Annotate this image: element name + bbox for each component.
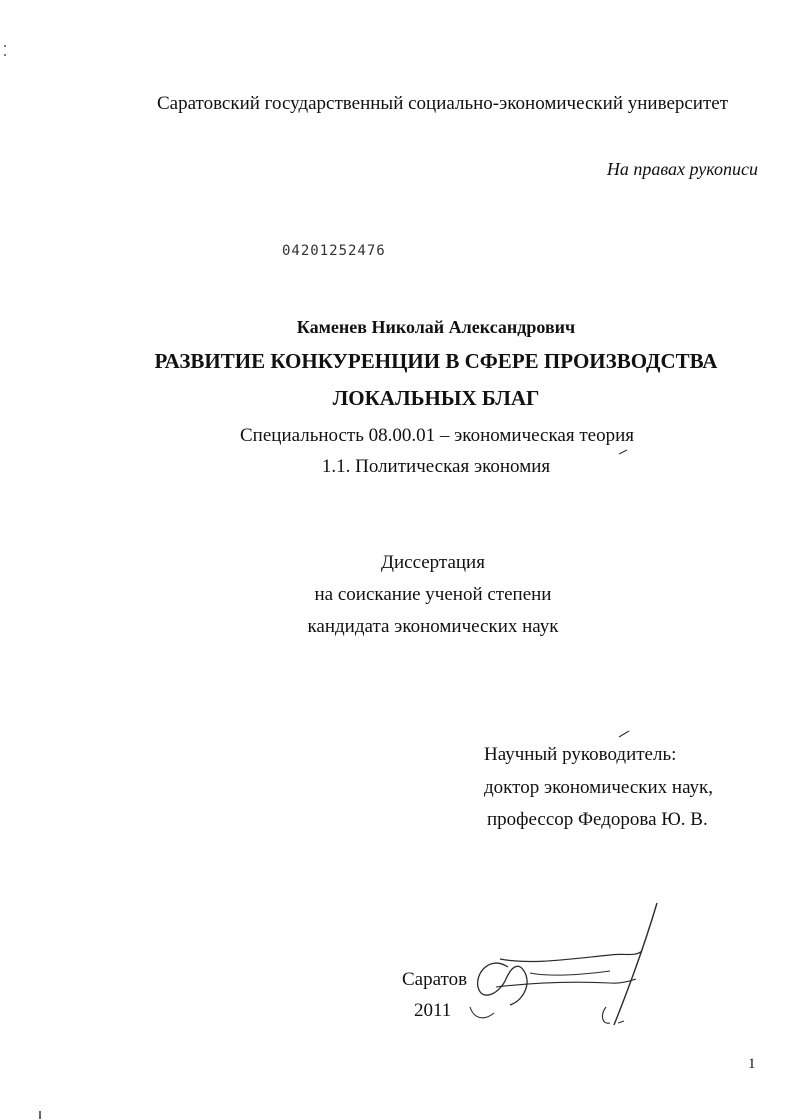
- subspecialty: 1.1. Политическая экономия: [321, 456, 551, 477]
- registration-number: 04201252476: [282, 243, 386, 259]
- specialty: Специальность 08.00.01 – экономическая теория: [240, 425, 634, 446]
- pen-mark-icon: [618, 449, 628, 455]
- pen-mark-icon: [36, 1110, 44, 1120]
- manuscript-note: На правах рукописи: [606, 159, 758, 179]
- degree-line-2: кандидата экономических наук: [307, 616, 559, 637]
- author-name: Каменев Николай Александрович: [296, 317, 576, 337]
- dissertation-type: Диссертация: [381, 552, 485, 573]
- supervisor-name: профессор Федорова Ю. В.: [487, 809, 708, 830]
- degree-line-1: на соискание ученой степени: [314, 584, 552, 605]
- handwritten-signature-icon: [460, 895, 670, 1035]
- supervisor-degree: доктор экономических наук,: [484, 777, 714, 798]
- year: 2011: [414, 1000, 452, 1021]
- page-number: 1: [748, 1056, 756, 1072]
- city: Саратов: [402, 969, 468, 990]
- supervisor-label: Научный руководитель:: [484, 744, 677, 765]
- university-name: Саратовский государственный социально-экономический университет: [156, 93, 729, 114]
- pen-mark-icon: [2, 44, 8, 58]
- pen-mark-icon: [618, 730, 630, 738]
- dissertation-title-line-2: ЛОКАЛЬНЫХ БЛАГ: [332, 386, 540, 410]
- dissertation-title-line-1: РАЗВИТИЕ КОНКУРЕНЦИИ В СФЕРЕ ПРОИЗВОДСТВА: [154, 349, 718, 373]
